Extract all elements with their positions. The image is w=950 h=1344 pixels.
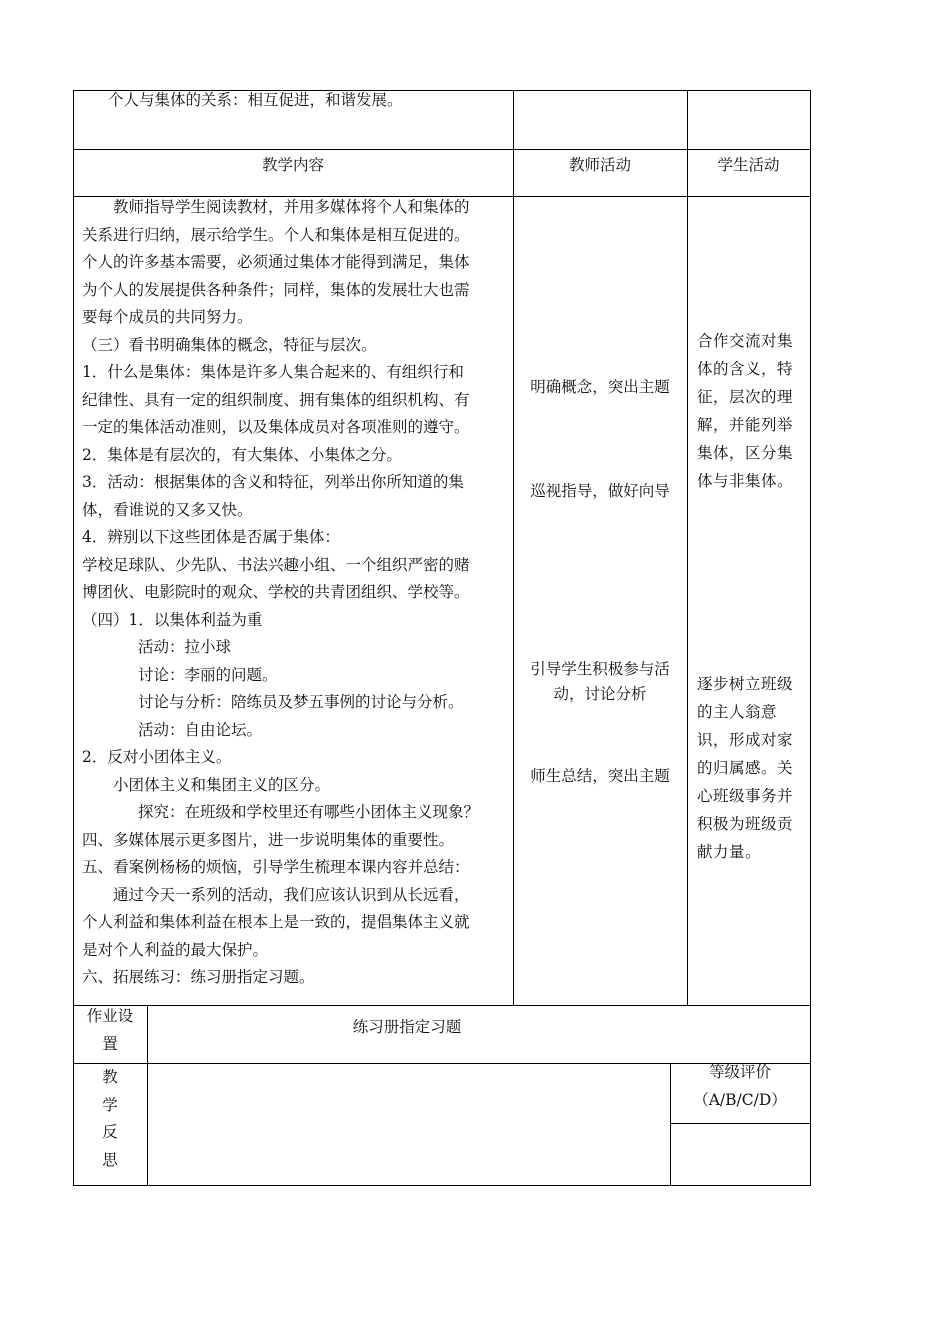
content-line: 小团体主义和集团主义的区分。 xyxy=(113,775,331,794)
teaching-content xyxy=(82,194,510,992)
relationship-summary: 个人与集体的关系：相互促进，和谐发展。 xyxy=(108,91,403,109)
content-line: 2．反对小团体主义。 xyxy=(82,748,232,766)
content-line: 个人利益和集体利益在根本上是一致的，提倡集体主义就 xyxy=(82,913,470,931)
teacher-activity-3: 引导学生积极参与活 动，讨论分析 xyxy=(530,660,670,703)
top-row-text xyxy=(108,87,403,115)
content-line: 3．活动：根据集体的含义和特征，列举出你所知道的集 xyxy=(82,473,464,491)
table-bottom-border xyxy=(73,1185,811,1186)
column-divider xyxy=(687,90,688,1006)
grade-options: （A/B/C/D） xyxy=(693,1090,787,1109)
content-line: （三）看书明确集体的概念，特征与层次。 xyxy=(82,335,377,354)
content-line: 教师指导学生阅读教材，并用多媒体将个人和集体的 xyxy=(113,198,470,216)
student-activity-1: 合作交流对集 体的含义，特 征，层次的理 解，并能列举 集体，区分集 体与非集体。 xyxy=(697,332,794,490)
header-student: 学生活动 xyxy=(717,156,780,174)
content-line: 一定的集体活动准则，以及集体成员对各项准则的遵守。 xyxy=(82,418,470,436)
content-line: 学校足球队、少先队、书法兴趣小组、一个组织严密的赌 xyxy=(82,555,470,574)
homework-label: 作业设 置 xyxy=(86,1007,134,1053)
grade-input[interactable] xyxy=(671,1124,810,1185)
content-line: 个人的许多基本需要，必须通过集体才能得到满足，集体 xyxy=(82,253,470,271)
content-line: 活动：拉小球 xyxy=(138,638,232,656)
teacher-activity-4: 师生总结，突出主题 xyxy=(530,767,670,785)
content-line: 为个人的发展提供各种条件；同样，集体的发展壮大也需 xyxy=(82,280,470,299)
homework-value: 练习册指定习题 xyxy=(352,1018,462,1036)
teacher-activity-1: 明确概念，突出主题 xyxy=(530,378,670,396)
table-right-border xyxy=(810,90,811,1186)
student-activity-2: 逐步树立班级 的主人翁意 识，形成对家 的归属感。关 心班级事务并 积极为班级贡 献力量。 xyxy=(697,675,794,861)
content-line: 六、拓展练习：练习册指定习题。 xyxy=(82,968,315,986)
content-line: 是对个人利益的最大保护。 xyxy=(82,940,269,959)
content-line: 讨论与分析：陪练员及梦五事例的讨论与分析。 xyxy=(138,693,464,711)
content-line: 4．辨别以下这些团体是否属于集体： xyxy=(82,528,340,546)
content-line: 通过今天一系列的活动，我们应该认识到从长远看， xyxy=(113,885,470,904)
content-line: 探究：在班级和学校里还有哪些小团体主义现象？ xyxy=(138,803,480,821)
content-line: 四、多媒体展示更多图片，进一步说明集体的重要性。 xyxy=(82,830,455,849)
header-content: 教学内容 xyxy=(261,156,324,174)
column-divider xyxy=(513,90,514,1006)
content-line: 纪律性、具有一定的组织制度、拥有集体的组织机构、有 xyxy=(82,390,470,409)
content-line: 关系进行归纳，展示给学生。个人和集体是相互促进的。 xyxy=(82,225,470,244)
row-divider xyxy=(73,149,811,150)
teacher-activity-2: 巡视指导，做好向导 xyxy=(530,482,670,500)
content-line: 讨论：李丽的问题。 xyxy=(138,665,278,684)
grade-label: 等级评价 xyxy=(708,1063,771,1081)
content-line: 2．集体是有层次的，有大集体、小集体之分。 xyxy=(82,445,402,464)
row-divider xyxy=(73,1005,811,1006)
content-line: 五、看案例杨杨的烦恼，引导学生梳理本课内容并总结： xyxy=(82,858,470,876)
content-line: （四）1．以集体利益为重 xyxy=(82,610,263,629)
content-line: 1．什么是集体：集体是许多人集合起来的、有组织行和 xyxy=(82,363,464,381)
content-line: 体，看谁说的又多又快。 xyxy=(82,500,253,519)
reflection-label: 教 学 反 思 xyxy=(102,1068,118,1169)
content-line: 要每个成员的共同努力。 xyxy=(82,308,253,326)
grade-evaluation xyxy=(670,1059,810,1114)
reflection-body[interactable] xyxy=(148,1064,670,1185)
content-line: 活动：自由论坛。 xyxy=(138,720,263,739)
content-line: 博团伙、电影院时的观众、学校的共青团组织、学校等。 xyxy=(82,583,470,601)
header-teacher: 教师活动 xyxy=(568,156,631,174)
